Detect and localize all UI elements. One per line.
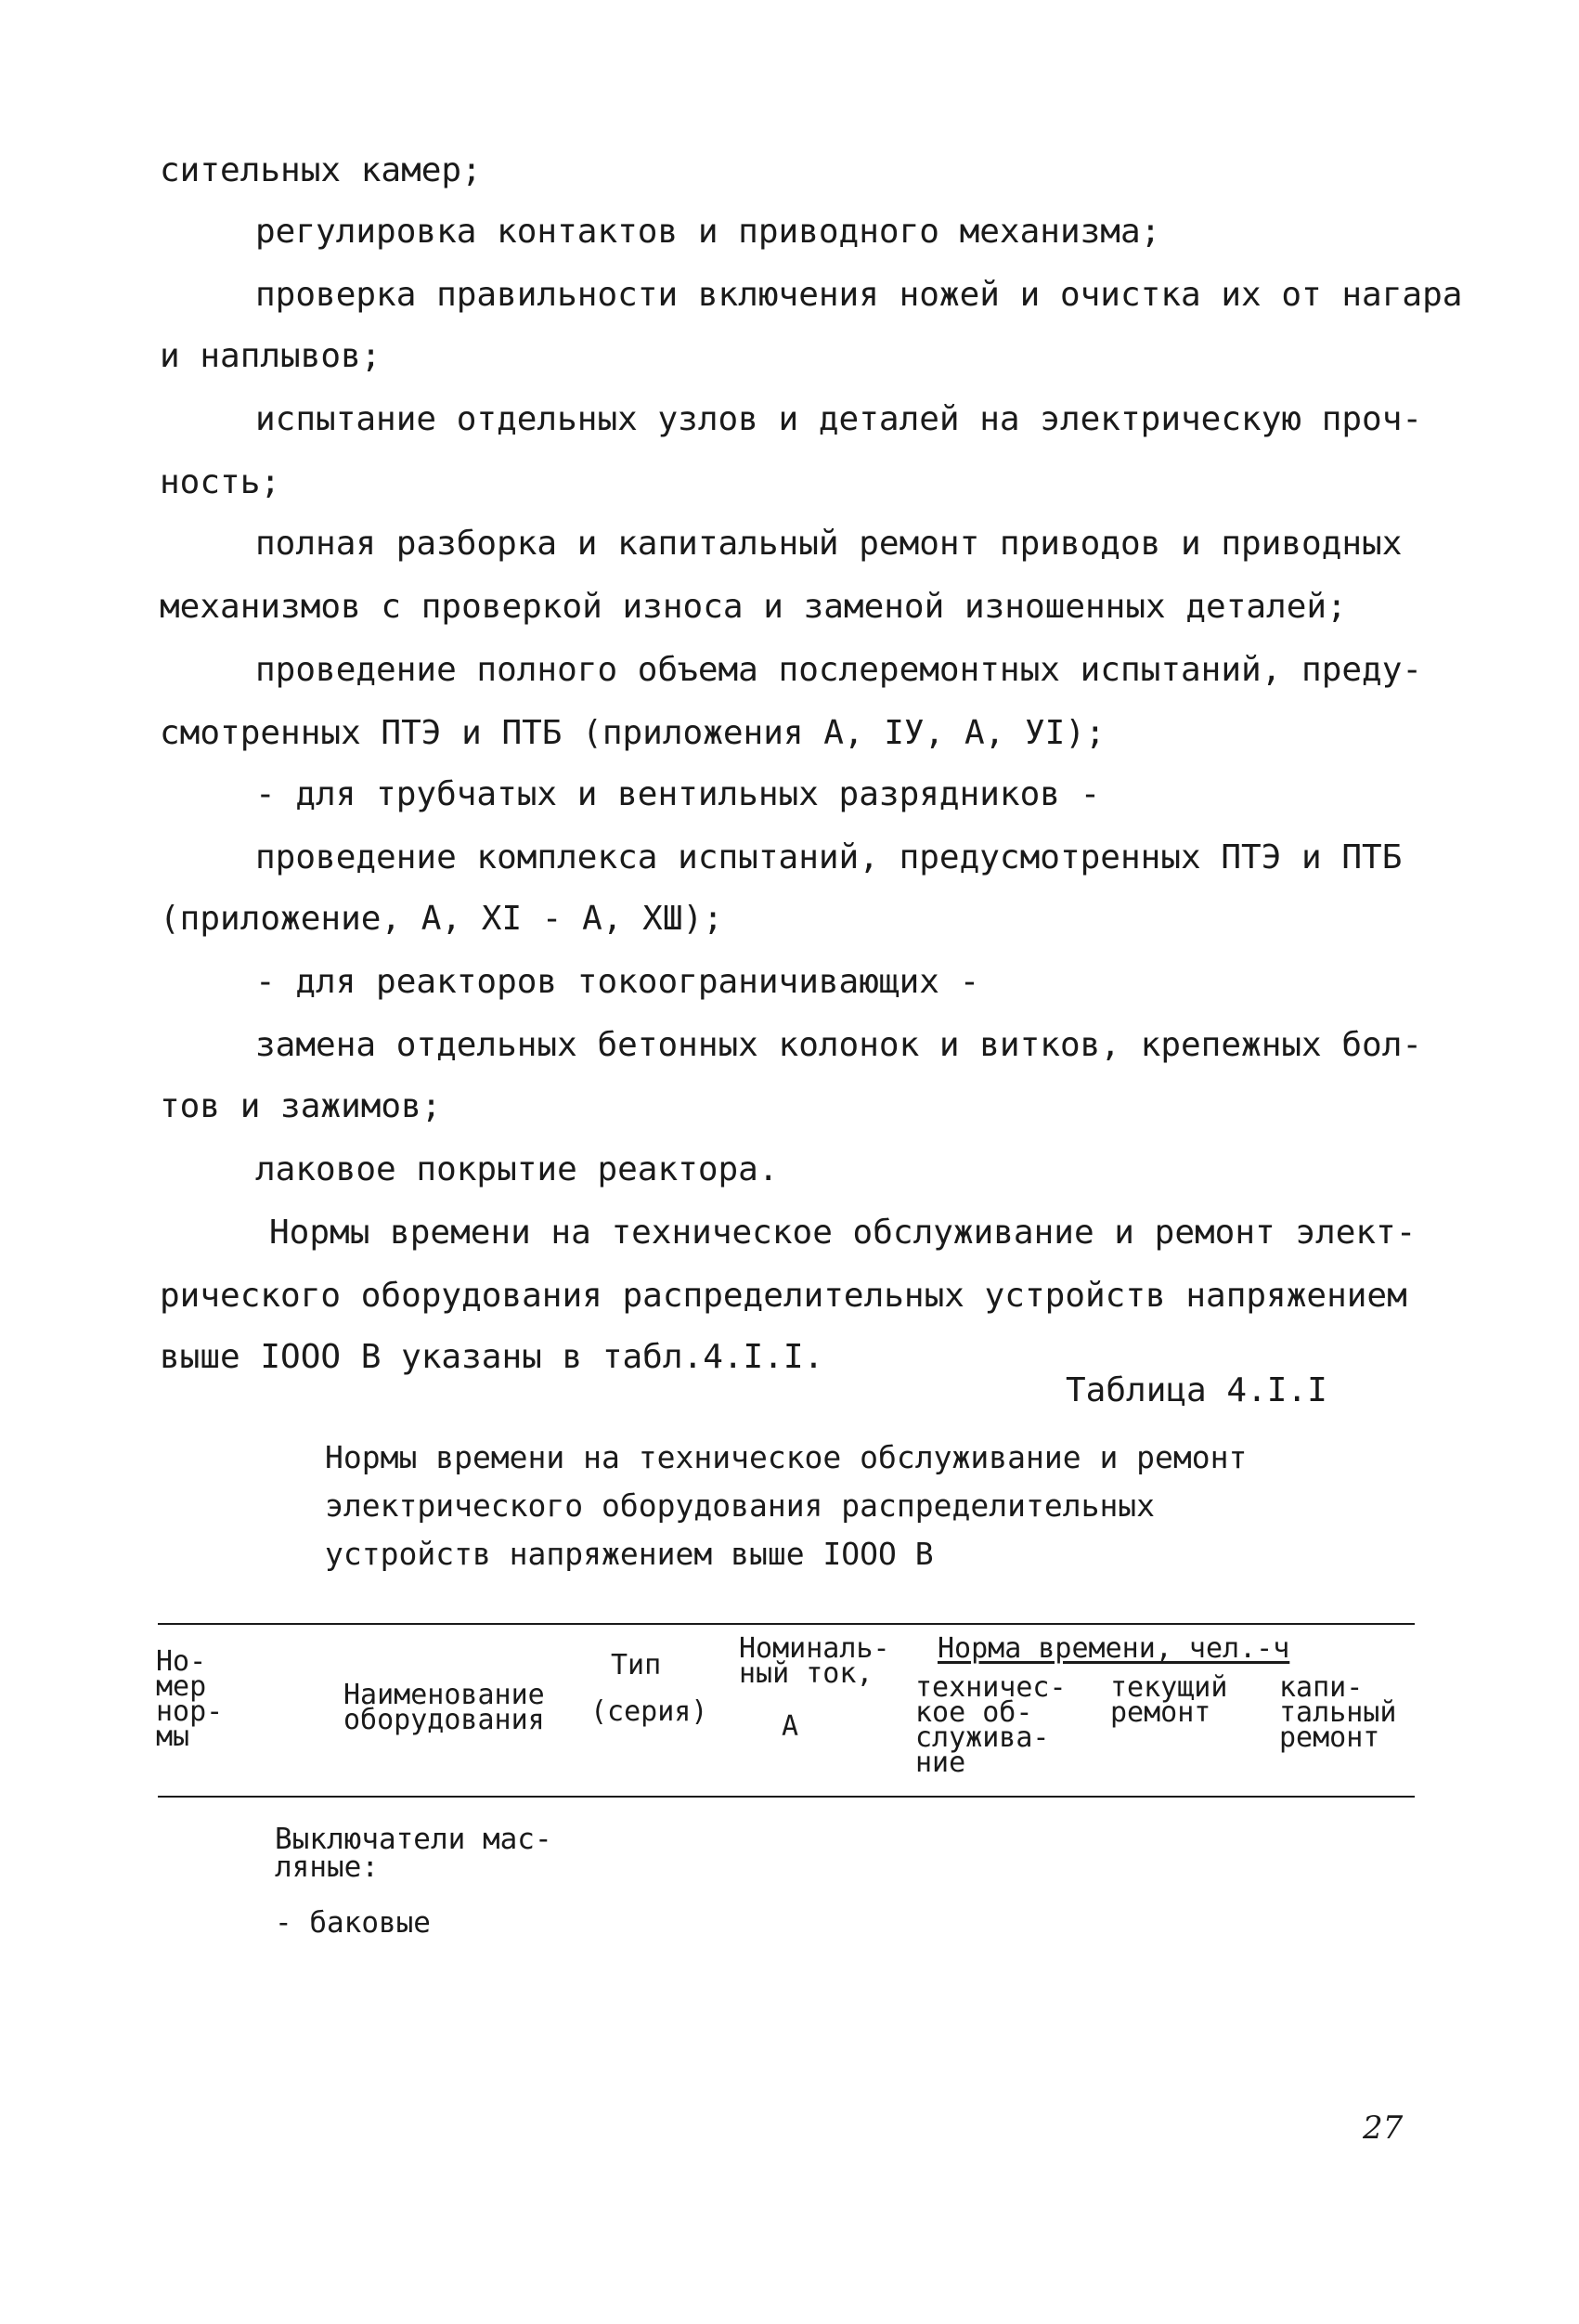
- table-row: - баковые: [275, 1906, 431, 1940]
- body-line: выше IООО В указаны в табл.4.I.I.: [160, 1338, 824, 1376]
- body-line: смотренных ПТЭ и ПТБ (приложения А, IУ, А, УI);: [160, 714, 1106, 752]
- body-line: - для трубчатых и вентильных разрядников -: [255, 775, 1101, 813]
- header-current-repair: текущий ремонт: [1110, 1671, 1228, 1729]
- body-line: Нормы времени на техническое обслуживание и ремонт элект-: [269, 1214, 1417, 1252]
- body-line: и наплывов;: [160, 337, 382, 375]
- header-capital-repair: капи- тальный ремонт: [1279, 1671, 1397, 1754]
- table-caption: Таблица 4.I.I: [1066, 1371, 1327, 1409]
- header-maintenance: техничес- кое об- служива- ние: [915, 1671, 1067, 1779]
- page-number: 27: [1363, 2110, 1404, 2147]
- header-norm-number: Но- мер нор- мы: [156, 1645, 224, 1753]
- header-time-norm-group: Норма времени, чел.-ч: [938, 1632, 1290, 1665]
- body-line: - для реакторов токоограничивающих -: [255, 963, 980, 1001]
- body-line: ность;: [160, 463, 281, 501]
- header-rated-current: Номиналь- ный ток,: [739, 1632, 890, 1690]
- table-title-line: устройств напряжением выше IООО В: [325, 1536, 934, 1572]
- table-row: Выключатели мас- ляные:: [275, 1823, 552, 1884]
- table-top-rule: [158, 1623, 1415, 1625]
- body-line: механизмов с проверкой износа и заменой изношенных деталей;: [160, 588, 1347, 626]
- header-equipment-name: Наименование оборудования: [343, 1679, 545, 1736]
- body-line: замена отдельных бетонных колонок и витков, крепежных бол-: [255, 1026, 1423, 1064]
- body-line: проверка правильности включения ножей и очистка их от нагара: [255, 276, 1463, 314]
- table-title-line: Нормы времени на техническое обслуживание и ремонт: [325, 1439, 1248, 1475]
- body-line: полная разборка и капитальный ремонт приводов и приводных: [255, 525, 1403, 563]
- table-header-bottom-rule: [158, 1796, 1415, 1798]
- header-type: Тип: [611, 1649, 662, 1681]
- header-series: (серия): [590, 1695, 708, 1728]
- body-line: (приложение, А, XI - А, XШ);: [160, 900, 723, 938]
- header-current-unit: А: [782, 1710, 799, 1743]
- table-title-line: электрического оборудования распределительных: [325, 1487, 1156, 1524]
- body-line: испытание отдельных узлов и деталей на электрическую проч-: [255, 400, 1423, 438]
- body-line: проведение полного объема послеремонтных испытаний, преду-: [255, 651, 1423, 689]
- body-line: проведение комплекса испытаний, предусмотренных ПТЭ и ПТБ: [255, 838, 1403, 876]
- body-line: рического оборудования распределительных устройств напряжением: [160, 1277, 1407, 1315]
- body-line: регулировка контактов и приводного механизма;: [255, 213, 1161, 251]
- body-line: сительных камер;: [160, 151, 482, 189]
- body-line: лаковое покрытие реактора.: [255, 1150, 779, 1188]
- body-line: тов и зажимов;: [160, 1087, 442, 1125]
